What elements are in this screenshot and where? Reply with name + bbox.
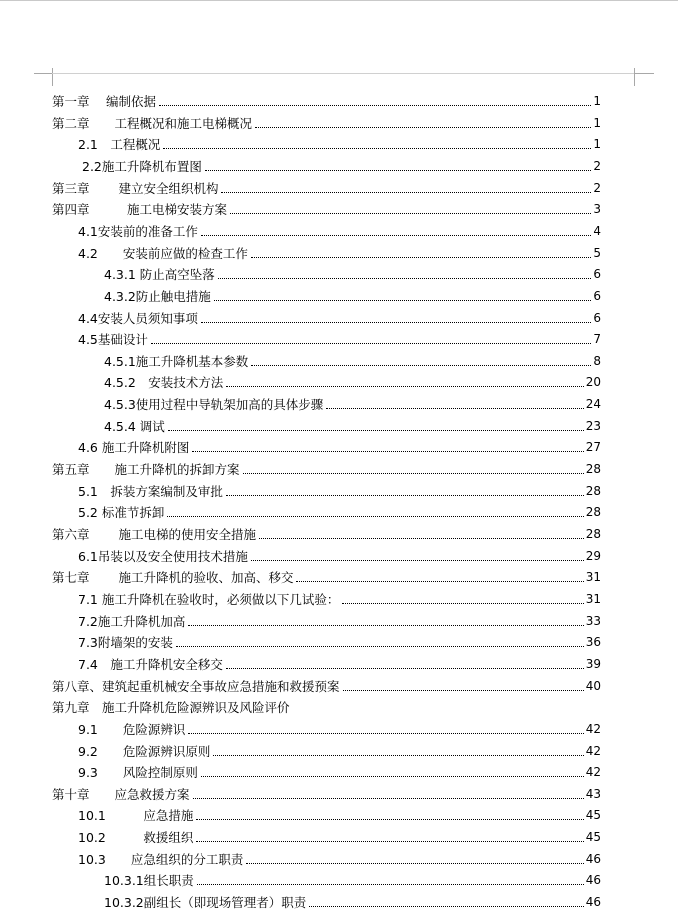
toc-entry-title: 7.2施工升降机加高 xyxy=(78,613,186,629)
toc-dot-leader xyxy=(193,798,584,799)
toc-entry[interactable] xyxy=(52,564,601,585)
toc-entry-title: 10.3 应急组织的分工职责 xyxy=(78,851,244,867)
toc-page-number: 6 xyxy=(593,288,601,303)
toc-entry[interactable] xyxy=(78,543,601,564)
toc-dot-leader xyxy=(201,322,591,323)
toc-entry[interactable] xyxy=(78,716,601,737)
toc-page-number: 42 xyxy=(585,743,601,758)
toc-dot-leader xyxy=(342,603,583,604)
toc-entry-title: 第三章 建立安全组织机构 xyxy=(52,180,219,196)
toc-page-number: 2 xyxy=(593,180,601,195)
toc-dot-leader xyxy=(201,235,591,236)
toc-page-number: 20 xyxy=(585,375,601,390)
toc-entry-title: 10.1 应急措施 xyxy=(78,808,194,824)
toc-page-number: 1 xyxy=(593,115,601,130)
toc-entry-title: 4.5.3使用过程中导轨架加高的具体步骤 xyxy=(104,397,324,413)
toc-dot-leader xyxy=(251,560,584,561)
toc-page-number: 40 xyxy=(585,678,601,693)
toc-entry[interactable] xyxy=(52,781,601,802)
toc-dot-leader xyxy=(159,105,591,106)
toc-page-number: 33 xyxy=(585,613,601,628)
toc-entry-title: 4.6 施工升降机附图 xyxy=(78,440,190,456)
toc-entry[interactable] xyxy=(78,240,601,261)
toc-page-number: 23 xyxy=(585,418,601,433)
toc-entry[interactable] xyxy=(78,846,601,867)
toc-page-number: 28 xyxy=(585,462,601,477)
toc-entry[interactable] xyxy=(78,651,601,672)
toc-entry[interactable] xyxy=(78,608,601,629)
toc-entry[interactable] xyxy=(52,521,601,542)
toc-page-number: 28 xyxy=(585,505,601,520)
toc-page-number: 42 xyxy=(585,765,601,780)
toc-entry-title: 10.2 救援组织 xyxy=(78,830,194,846)
toc-page-number: 39 xyxy=(585,656,601,671)
toc-entry[interactable] xyxy=(104,369,601,390)
toc-dot-leader xyxy=(251,257,591,258)
toc-entry[interactable] xyxy=(78,586,601,607)
toc-page-number: 43 xyxy=(585,786,601,801)
toc-page-number: 4 xyxy=(593,223,601,238)
toc-entry-title: 第九章 施工升降机危险源辨识及风险评价 xyxy=(52,700,290,716)
toc-entry-title: 7.4 施工升降机安全移交 xyxy=(78,656,223,672)
toc-dot-leader xyxy=(151,343,591,344)
toc-entry[interactable] xyxy=(78,478,601,499)
toc-entry-title: 7.3附墙架的安装 xyxy=(78,635,173,651)
toc-entry-title: 4.2 安装前应做的检查工作 xyxy=(78,245,248,261)
toc-entry[interactable] xyxy=(104,867,601,888)
toc-entry[interactable] xyxy=(78,738,601,759)
toc-entry[interactable] xyxy=(104,283,601,304)
toc-dot-leader xyxy=(243,473,584,474)
toc-entry[interactable] xyxy=(78,629,601,650)
toc-dot-leader xyxy=(218,278,591,279)
toc-entry-title: 4.5.1施工升降机基本参数 xyxy=(104,353,249,369)
toc-entry-title: 4.3.1 防止高空坠落 xyxy=(104,267,215,283)
toc-dot-leader xyxy=(168,430,584,431)
toc-entry-title: 第一章 编制依据 xyxy=(52,94,156,109)
toc-entry[interactable] xyxy=(78,802,601,823)
toc-entry-title: 7.1 施工升降机在验收时，必须做以下几试验： xyxy=(78,591,340,607)
toc-dot-leader xyxy=(221,192,591,193)
toc-entry-title: 9.3 风险控制原则 xyxy=(78,765,198,781)
toc-page-number: 8 xyxy=(593,353,601,368)
toc-page-number: 46 xyxy=(585,873,601,888)
toc-dot-leader xyxy=(197,884,584,885)
toc-dot-leader xyxy=(226,668,584,669)
toc-entry-title: 第八章、建筑起重机械安全事故应急措施和救援预案 xyxy=(52,678,340,694)
toc-dot-leader xyxy=(226,495,584,496)
toc-entry[interactable] xyxy=(104,413,601,434)
toc-entry[interactable] xyxy=(78,824,601,845)
toc-entry-title: 4.4安装人员须知事项 xyxy=(78,310,198,326)
toc-entry-title: 2.1 工程概况 xyxy=(78,137,161,153)
toc-entry-title: 4.5.4 调试 xyxy=(104,418,165,434)
toc-entry-title: 4.3.2防止触电措施 xyxy=(104,288,211,304)
toc-entry-title: 第四章 施工电梯安装方案 xyxy=(52,202,228,218)
toc-entry[interactable] xyxy=(52,673,601,694)
toc-entry-title: 4.5.2 安装技术方法 xyxy=(104,375,224,391)
toc-entry[interactable] xyxy=(104,261,601,282)
toc-dot-leader xyxy=(188,733,583,734)
toc-dot-leader xyxy=(309,906,583,907)
toc-page-number: 31 xyxy=(585,591,601,606)
toc-page-number: 42 xyxy=(585,721,601,736)
toc-page-number: 45 xyxy=(585,808,601,823)
toc-page-number: 46 xyxy=(585,895,601,910)
toc-entry[interactable] xyxy=(52,456,601,477)
toc-entry[interactable] xyxy=(82,153,601,174)
toc-dot-leader xyxy=(226,386,583,387)
toc-dot-leader xyxy=(176,646,584,647)
toc-entry-title: 第二章 工程概况和施工电梯概况 xyxy=(52,115,253,131)
toc-page-number: 1 xyxy=(593,94,601,108)
toc-dot-leader xyxy=(205,170,591,171)
toc-entry-title: 5.1 拆装方案编制及审批 xyxy=(78,483,223,499)
toc-entry[interactable] xyxy=(52,175,601,196)
toc-dot-leader xyxy=(230,213,591,214)
toc-dot-leader xyxy=(343,690,584,691)
toc-dot-leader xyxy=(188,625,583,626)
toc-dot-leader xyxy=(201,776,584,777)
toc-dot-leader xyxy=(213,755,583,756)
toc-page-number: 6 xyxy=(593,267,601,282)
toc-page-number: 6 xyxy=(593,310,601,325)
toc-entry-title: 9.1 危险源辨识 xyxy=(78,721,186,737)
toc-entry[interactable] xyxy=(78,326,601,347)
toc-entry-title: 9.2 危险源辨识原则 xyxy=(78,743,211,759)
toc-dot-leader xyxy=(196,841,583,842)
toc-page-number: 45 xyxy=(585,830,601,845)
toc-dot-leader xyxy=(192,451,583,452)
toc-entry-title: 10.3.2副组长（即现场管理者）职责 xyxy=(104,895,307,911)
toc-entry[interactable] xyxy=(52,88,601,109)
toc-page-number: 28 xyxy=(585,527,601,541)
toc-entry[interactable] xyxy=(52,694,601,715)
toc-entry-title: 第五章 施工升降机的拆卸方案 xyxy=(52,462,240,478)
toc-entry[interactable] xyxy=(104,889,601,910)
toc-dot-leader xyxy=(246,863,583,864)
toc-entry-title: 4.5基础设计 xyxy=(78,332,148,348)
toc-entry-title: 第十章 应急救援方案 xyxy=(52,786,190,802)
toc-dot-leader xyxy=(163,148,591,149)
toc-entry-title: 第七章 施工升降机的验收、加高、移交 xyxy=(52,570,294,586)
toc-entry[interactable] xyxy=(78,759,601,780)
toc-entry[interactable] xyxy=(78,499,601,520)
toc-entry-title: 4.1安装前的准备工作 xyxy=(78,223,198,239)
toc-page-number: 1 xyxy=(593,137,601,152)
toc-entry[interactable] xyxy=(78,434,601,455)
toc-dot-leader xyxy=(296,581,583,582)
toc-entry-title: 10.3.1组长职责 xyxy=(104,873,194,889)
toc-dot-leader xyxy=(255,127,591,128)
toc-page-number: 3 xyxy=(593,202,601,217)
toc-page-number: 5 xyxy=(593,245,601,260)
toc-entry[interactable] xyxy=(78,218,601,239)
toc-entry-title: 第六章 施工电梯的使用安全措施 xyxy=(52,527,256,542)
toc-dot-leader xyxy=(214,300,591,301)
toc-page-number: 24 xyxy=(585,397,601,412)
toc-entry-title: 2.2施工升降机布置图 xyxy=(82,158,202,174)
toc-dot-leader xyxy=(259,538,584,539)
toc-page-number: 46 xyxy=(585,851,601,866)
toc-dot-leader xyxy=(196,819,583,820)
toc-dot-leader xyxy=(167,516,583,517)
toc-entry[interactable] xyxy=(52,110,601,131)
toc-entry-title: 5.2 标准节拆卸 xyxy=(78,505,165,521)
toc-entry[interactable] xyxy=(78,305,601,326)
toc-page-number: 7 xyxy=(593,332,601,347)
toc-page-number: 29 xyxy=(585,548,601,563)
toc-entry[interactable] xyxy=(104,348,601,369)
toc-page-number: 27 xyxy=(585,440,601,455)
toc-entry[interactable] xyxy=(104,391,601,412)
toc-page-number: 2 xyxy=(593,158,601,173)
toc-entry[interactable] xyxy=(52,196,601,217)
toc-entry-title: 6.1吊装以及安全使用技术措施 xyxy=(78,548,248,564)
toc-dot-leader xyxy=(251,365,591,366)
toc-page-number: 36 xyxy=(585,635,601,650)
toc-page-number: 28 xyxy=(585,483,601,498)
toc-entry[interactable] xyxy=(78,131,601,152)
toc-dot-leader xyxy=(326,408,583,409)
toc-page-number: 31 xyxy=(585,570,601,585)
